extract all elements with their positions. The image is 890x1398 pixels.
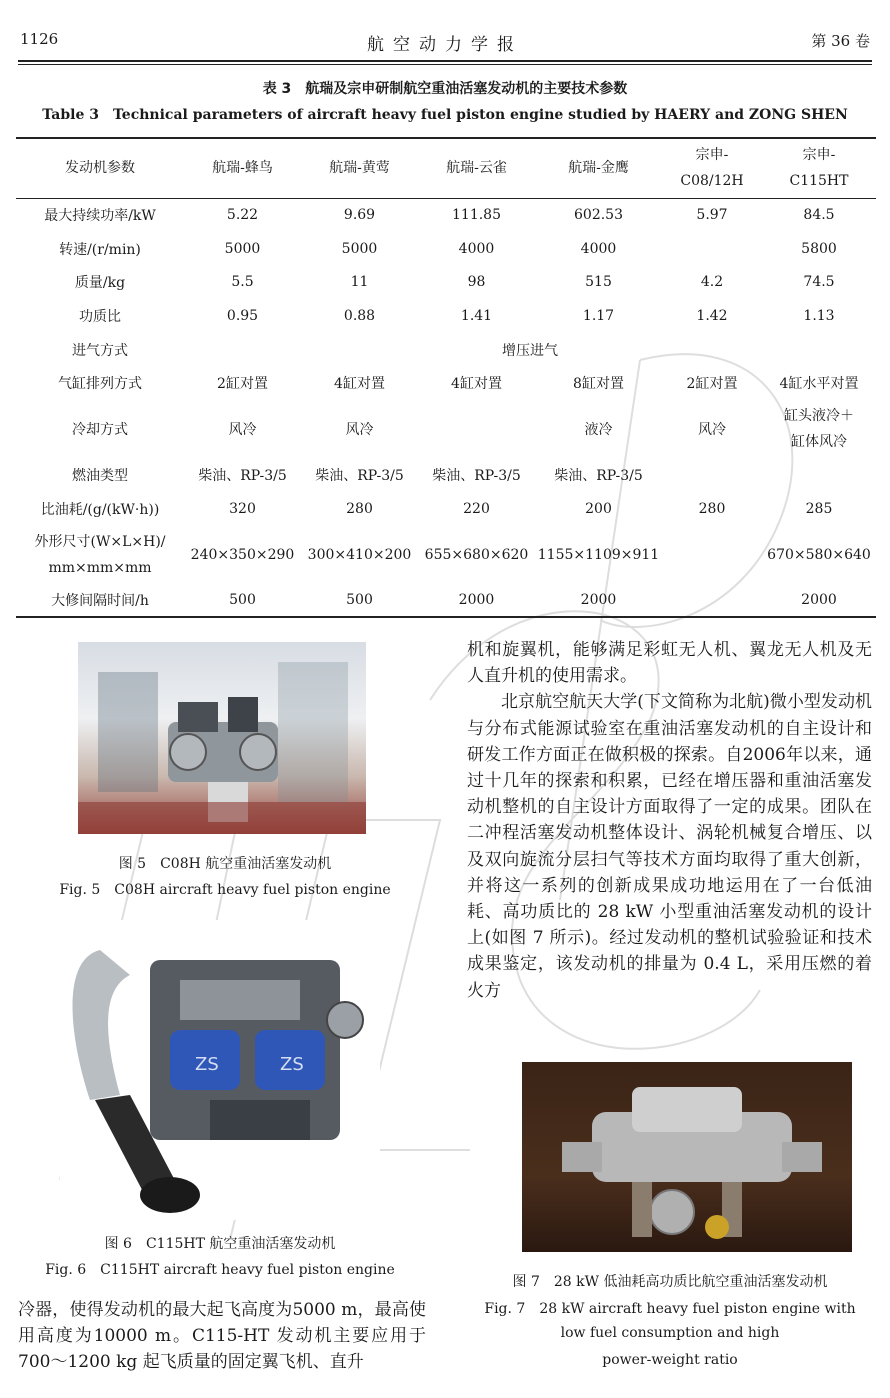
- cell: 98: [467, 274, 486, 291]
- fig7-caption-cn: 图 7 28 kW 低油耗高功质比航空重油活塞发动机: [512, 1274, 828, 1290]
- header-c08-line2: C08/12H: [680, 173, 744, 190]
- cell: 1.42: [696, 307, 728, 324]
- row-label: 气缸排列方式: [58, 376, 142, 393]
- journal-title: 航空动力学报: [367, 35, 523, 55]
- cell: 1.41: [460, 307, 493, 324]
- header-huangying: 航瑞-黄莺: [301, 138, 418, 198]
- cell: 2缸对置: [217, 376, 268, 393]
- cell: 500: [301, 584, 418, 618]
- cell: 5000: [341, 240, 378, 257]
- table-caption-en: Table 3 Technical parameters of aircraft heavy fuel piston engine studied by HAERY and ZONG SHEN: [42, 107, 848, 123]
- cell: 74.5: [803, 274, 835, 291]
- cell: [662, 458, 762, 492]
- row-label-line2: mm×mm×mm: [48, 559, 152, 576]
- cell-line2: 缸体风冷: [791, 434, 847, 451]
- cell: 4缸水平对置: [779, 376, 859, 393]
- table-caption-cn: 表 3 航瑞及宗申研制航空重油活塞发动机的主要技术参数: [262, 81, 628, 97]
- cell: 2缸对置: [686, 376, 738, 393]
- row-label: 转速/(r/min): [59, 241, 141, 258]
- cell: 5800: [801, 240, 837, 257]
- cell: 0.95: [226, 307, 259, 324]
- cell: 2000: [418, 584, 535, 618]
- cell: 风冷: [228, 422, 257, 439]
- fig6-c115ht-engine-photo: [60, 920, 380, 1220]
- table-row: [16, 400, 876, 458]
- row-label: 质量/kg: [74, 275, 126, 292]
- cell: [662, 584, 762, 618]
- cell: 240×350×290: [190, 546, 295, 563]
- cell: 5.97: [696, 207, 728, 224]
- table-row: [16, 265, 876, 299]
- table-row: [16, 232, 876, 266]
- cell: 柴油、RP-3/5: [432, 467, 521, 484]
- merged-cell: 增压进气: [502, 342, 558, 359]
- row-label: 最大持续功率/kW: [44, 208, 156, 225]
- header-rule-thin: [18, 64, 872, 65]
- cell: [762, 400, 876, 458]
- cell: 515: [585, 274, 612, 291]
- table-row: [16, 198, 876, 232]
- fig7-caption-en-line1: Fig. 7 28 kW aircraft heavy fuel piston engine with: [484, 1301, 856, 1317]
- cell: 4.2: [700, 274, 724, 291]
- volume-label: 第 36 卷: [811, 32, 870, 50]
- cell: [662, 232, 762, 266]
- fig6-caption-en: Fig. 6 C115HT aircraft heavy fuel piston engine: [45, 1262, 395, 1278]
- cell: 风冷: [345, 422, 374, 439]
- row-label: 燃油类型: [72, 467, 128, 484]
- engine-photo-illustration: [522, 1062, 852, 1252]
- header-c115-line1: 宗申-: [802, 147, 836, 164]
- cell: 320: [229, 500, 256, 517]
- cell: [418, 400, 535, 458]
- header-param: 发动机参数: [16, 138, 184, 198]
- cell: 8缸对置: [573, 376, 624, 393]
- paragraph: 机和旋翼机，能够满足彩虹无人机、翼龙无人机及无人直升机的使用需求。: [467, 640, 872, 687]
- row-label: [16, 526, 184, 584]
- row-label: 比油耗/(g/(kW·h)): [40, 501, 160, 518]
- body-text-left: [18, 1297, 426, 1376]
- cell: 4缸对置: [334, 376, 385, 393]
- engine-photo-illustration: [60, 920, 380, 1220]
- cell-line1: 缸头液冷＋: [784, 408, 854, 425]
- cell: 5.5: [231, 274, 254, 291]
- row-label: 功质比: [79, 308, 121, 325]
- cell: 1.13: [803, 307, 835, 324]
- cell: 2000: [762, 584, 876, 618]
- header-c08-line1: 宗申-: [695, 147, 729, 164]
- page-number: 1126: [20, 30, 59, 48]
- cell: [662, 526, 762, 584]
- cell: 280: [698, 500, 726, 517]
- fig5-c08h-engine-photo: [78, 642, 366, 834]
- table-row: [16, 333, 876, 367]
- cell: 9.69: [343, 207, 376, 224]
- body-text-right: [467, 637, 872, 1004]
- cell: 5.22: [226, 207, 259, 224]
- header-fengniao: 航瑞-蜂鸟: [184, 138, 301, 198]
- cell: 液冷: [584, 422, 613, 439]
- cover-logo: ZS: [280, 1054, 304, 1075]
- cell: 200: [585, 500, 612, 517]
- cell: 84.5: [803, 207, 835, 224]
- table-row: [16, 492, 876, 526]
- cell: 1155×1109×911: [537, 546, 660, 563]
- header-c08: [662, 138, 762, 198]
- cell: 4000: [580, 240, 617, 257]
- header-rule: [18, 60, 872, 62]
- cell: 500: [184, 584, 301, 618]
- cell: 11: [350, 274, 369, 291]
- header-c115-line2: C115HT: [789, 173, 849, 190]
- fig7-caption-en-line2: low fuel consumption and high: [560, 1325, 780, 1341]
- engine-photo-illustration: [78, 642, 366, 834]
- table-row: [16, 366, 876, 400]
- paragraph: 北京航空航天大学(下文简称为北航)微小型发动机与分布式能源试验室在重油活塞发动机的自主设计和研发工作方面正在做积极的探索。自2006年以来，通过十几年的探索和积累，已经在增压器和重油活塞发动机整机的自主设计方面取得了一定的成果。团队在二冲程活塞发动机整体设计、涡轮机械复合增压、以及双向旋流分层扫气等技术方面均取得了重大创新，并将这一系列的创新成果成功地运用在了一台低油耗、高功质比的 28 kW 小型重油活塞发动机的设计上(如图 7 所示)。经过发动机的整机试验验证和技术成果鉴定，该发动机的排量为 0.4 L，采用压燃的着火方: [467, 692, 872, 1001]
- paragraph: 冷器，使得发动机的最大起飞高度为5000 m，最高使用高度为10000 m。C115-HT 发动机主要应用于 700～1200 kg 起飞质量的固定翼飞机、直升: [18, 1300, 426, 1373]
- cell: 220: [463, 500, 490, 517]
- row-label: 冷却方式: [72, 422, 128, 439]
- cell: 300×410×200: [307, 546, 412, 563]
- table-row: [16, 299, 876, 333]
- table-row: [16, 458, 876, 492]
- cell: 280: [346, 500, 373, 517]
- cell: 655×680×620: [424, 546, 529, 563]
- fig5-caption-cn: 图 5 C08H 航空重油活塞发动机: [118, 856, 332, 872]
- cell: 285: [805, 500, 833, 517]
- fig5-caption-en: Fig. 5 C08H aircraft heavy fuel piston engine: [59, 882, 391, 898]
- header-jinying: 航瑞-金鹰: [535, 138, 662, 198]
- cell: 4缸对置: [451, 376, 502, 393]
- row-label: 进气方式: [72, 342, 128, 359]
- header-yunque: 航瑞-云雀: [418, 138, 535, 198]
- cell: 柴油、RP-3/5: [315, 467, 404, 484]
- cover-logo: ZS: [195, 1054, 219, 1075]
- cell: 670×580×640: [767, 546, 871, 563]
- fig7-28kw-engine-photo: [522, 1062, 852, 1252]
- row-label: 大修间隔时间/h: [16, 584, 184, 618]
- cell: 柴油、RP-3/5: [198, 467, 287, 484]
- fig7-caption-en-line3: power-weight ratio: [602, 1352, 738, 1368]
- table-header-row: [16, 138, 876, 198]
- header-c115: [762, 138, 876, 198]
- cell: 4000: [458, 240, 495, 257]
- cell: 1.17: [582, 307, 615, 324]
- cell: 2000: [535, 584, 662, 618]
- cell: 5000: [224, 240, 261, 257]
- cell: [762, 458, 876, 492]
- row-label-line1: 外形尺寸(W×L×H)/: [34, 533, 166, 550]
- table-row: [16, 526, 876, 584]
- engine-parameters-table: [16, 137, 876, 618]
- table-row: [16, 584, 876, 618]
- cell: 111.85: [452, 207, 501, 224]
- cell: 柴油、RP-3/5: [554, 467, 643, 484]
- cell: 风冷: [698, 422, 726, 439]
- cell: 0.88: [343, 307, 376, 324]
- fig6-caption-cn: 图 6 C115HT 航空重油活塞发动机: [104, 1236, 336, 1252]
- cell: 602.53: [574, 207, 623, 224]
